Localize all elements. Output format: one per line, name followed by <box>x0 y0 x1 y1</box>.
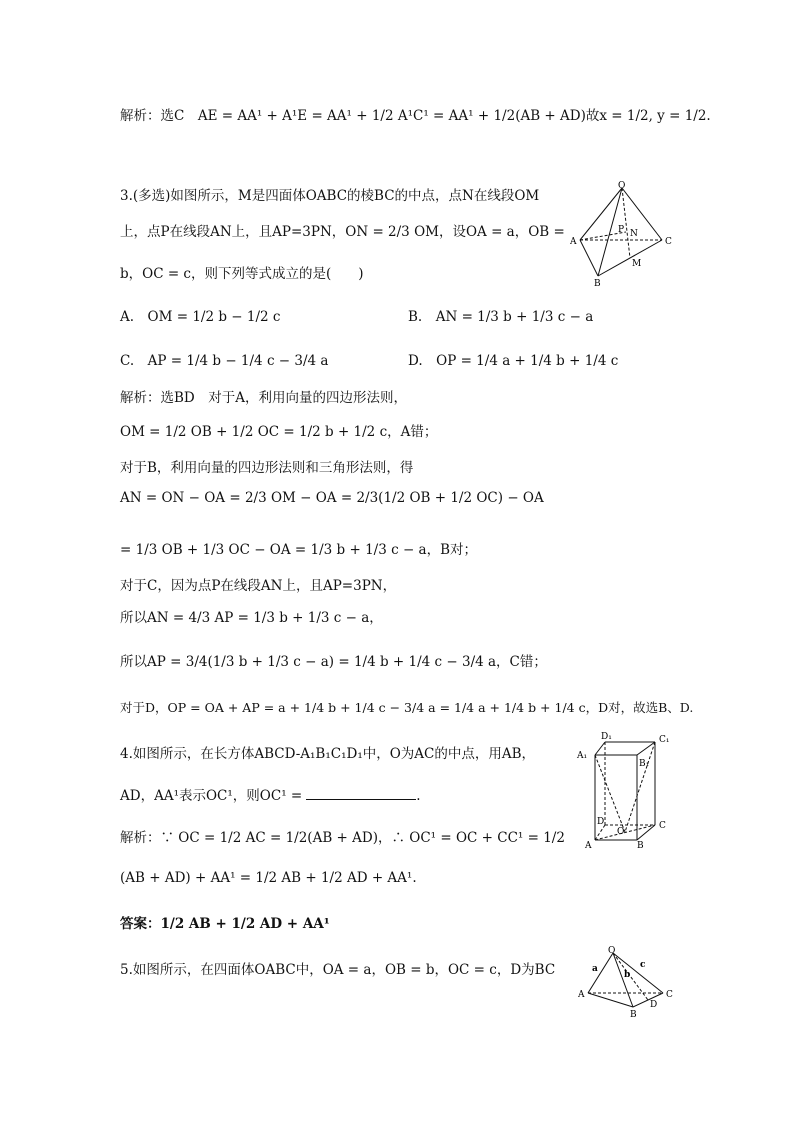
label-o: O <box>617 827 625 837</box>
solution-3-a: OM = 1/2 OB + 1/2 OC = 1/2 b + 1/2 c，A错； <box>120 424 438 440</box>
tetrahedron-figure-q3 <box>570 180 680 290</box>
question-5-line1: 5.如图所示，在四面体OABC中，OA = a，OB = b，OC = c，D为BC <box>120 962 556 978</box>
option-d: D. OP = 1/4 a + 1/4 b + 1/4 c <box>408 353 619 369</box>
option-a: A. OM = 1/2 b − 1/2 c <box>120 309 281 325</box>
tetrahedron-figure-q5 <box>578 945 678 1020</box>
label-b: B <box>594 279 601 289</box>
option-b: B. AN = 1/3 b + 1/3 c − a <box>408 309 594 325</box>
question-3-line3: b，OC = c，则下列等式成立的是( ) <box>120 266 364 282</box>
label-a: A <box>570 237 577 247</box>
label-o: O <box>618 181 626 191</box>
solution-3-d: 对于D，OP = OA + AP = a + 1/4 b + 1/4 c − 3/4 a = 1/4 a + 1/4 b + 1/4 c，D对，故选B、D. <box>120 700 694 715</box>
question-3-line2: 上，点P在线段AN上，且AP=3PN，ON = 2/3 OM，设OA = a，OB = <box>120 224 565 240</box>
label-d: D <box>597 817 605 827</box>
option-c: C. AP = 1/4 b − 1/4 c − 3/4 a <box>120 353 329 369</box>
solution-3-b-intro: 对于B，利用向量的四边形法则和三角形法则，得 <box>120 460 414 476</box>
question-4-line2: AD，AA¹表示OC¹，则OC¹ = . <box>120 788 421 804</box>
question-4-line1: 4.如图所示，在长方体ABCD-A₁B₁C₁D₁中，O为AC的中点，用AB， <box>120 746 536 762</box>
solution-3-b2: = 1/3 OB + 1/3 OC − OA = 1/3 b + 1/3 c − a，B对； <box>120 542 478 558</box>
solution-3-c-intro: 对于C，因为点P在线段AN上，且AP=3PN， <box>120 578 397 594</box>
solution-3-b1: AN = ON − OA = 2/3 OM − OA = 2/3(1/2 OB + 1/2 OC) − OA <box>120 490 544 506</box>
label-b: B <box>630 1010 637 1020</box>
answer-blank <box>306 787 416 800</box>
solution-4-line2: (AB + AD) + AA¹ = 1/2 AB + 1/2 AD + AA¹. <box>120 870 417 886</box>
solution-q2: 解析：选C AE = AA¹ + A¹E = AA¹ + 1/2 A¹C¹ = AA¹ + 1/2(AB + AD)故x = 1/2, y = 1/2. <box>120 108 711 124</box>
box-figure-q4 <box>575 730 680 850</box>
answer-4: 答案：1/2 AB + 1/2 AD + AA¹ <box>120 916 330 932</box>
label-o: O <box>608 946 616 956</box>
label-a: A <box>578 990 585 1000</box>
label-a1: A₁ <box>577 751 588 761</box>
solution-3-c1: 所以AN = 4/3 AP = 1/3 b + 1/3 c − a， <box>120 610 383 626</box>
label-p: P <box>618 225 625 235</box>
label-m: M <box>632 259 642 269</box>
question-4-text: AD，AA¹表示OC¹，则OC¹ = <box>120 788 303 804</box>
label-d1: D₁ <box>601 732 612 742</box>
label-vec-b: b <box>624 970 631 980</box>
question-3-line1: 3.(多选)如图所示，M是四面体OABC的棱BC的中点，点N在线段OM <box>120 188 540 204</box>
label-n: N <box>630 229 638 239</box>
label-c: C <box>665 237 672 247</box>
label-b1: B₁ <box>639 759 650 769</box>
solution-3-intro: 解析：选BD 对于A，利用向量的四边形法则， <box>120 390 407 406</box>
label-a: A <box>585 841 592 850</box>
label-vec-a: a <box>592 964 598 974</box>
label-c1: C₁ <box>659 735 670 745</box>
label-c: C <box>666 990 673 1000</box>
label-vec-c: c <box>640 960 646 970</box>
label-b: B <box>637 841 644 850</box>
solution-3-c2: 所以AP = 3/4(1/3 b + 1/3 c − a) = 1/4 b + 1/4 c − 3/4 a，C错； <box>120 654 547 670</box>
label-c: C <box>659 821 666 831</box>
solution-4-line1: 解析：∵ OC = 1/2 AC = 1/2(AB + AD)，∴ OC¹ = OC + CC¹ = 1/2 <box>120 830 565 846</box>
label-d: D <box>650 1000 658 1010</box>
